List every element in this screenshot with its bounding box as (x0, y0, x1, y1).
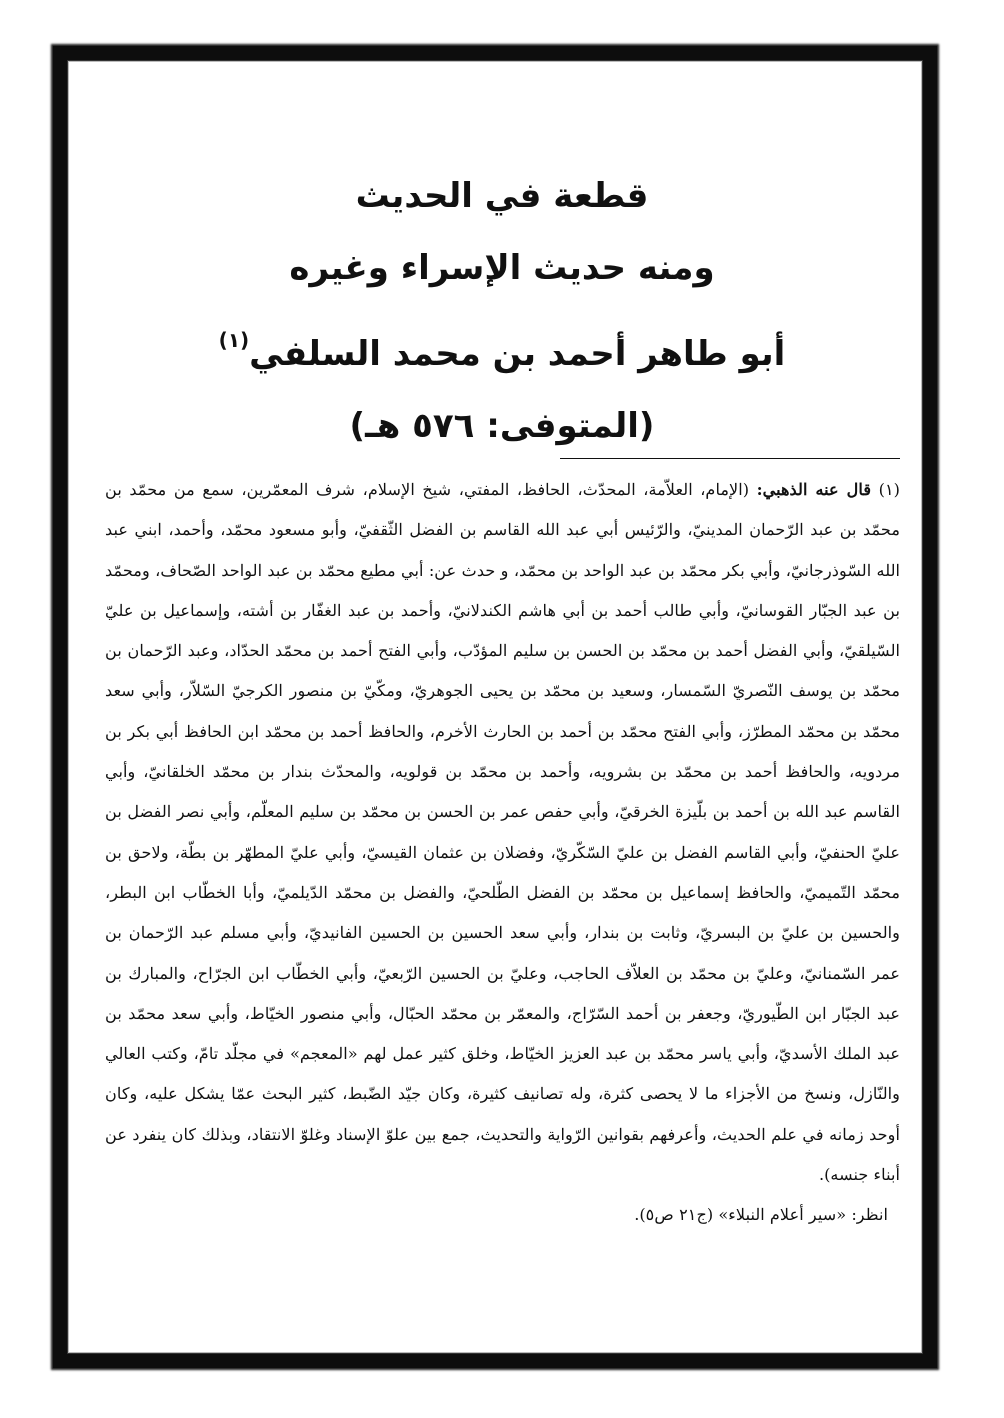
footnote-source: انظر: «سير أعلام النبلاء» (ج٢١ ص٥). (634, 1205, 888, 1225)
footnote (105, 470, 900, 1236)
author-name: أبو طاهر أحمد بن محمد السلفي (249, 334, 786, 374)
death-date-line: (المتوفى: ٥٧٦ هـ) (349, 406, 655, 446)
footnote-text: (الإمام، العلاّمة، المحدّث، الحافظ، المفتي، شيخ الإسلام، شرف المعمّرين، سمع من محمّد بن محمّد بن عبد الرّحمان المدينيّ، والرّئيس أبي عبد الله القاسم بن الفضل الثّقفيّ، وأبو مسعود محمّد، وأحمد، ابني عبد الله السّوذرجانيّ، وأبي بكر محمّد بن عبد الواحد بن محمّد، و حدث عن: أبي مطيع محمّد بن عبد الواحد الصّحاف، ومحمّد بن عبد الجبّار القوسانيّ، وأبي طالب أحمد بن أبي هاشم الكندلانيّ، وأحمد بن عبد الغفّار بن أشته، وإسماعيل بن عليّ السّيلقيّ، وأبي الفضل أحمد بن محمّد بن الحسن بن سليم المؤدّب، وأبي الفتح أحمد بن محمّد الحدّاد، وعبد الرّحمان بن محمّد بن يوسف النّصريّ السّمسار، وسعيد بن محمّد بن يحيى الجوهريّ، ومكّيّ بن منصور الكرجيّ السّلاّر، وأبي سعد محمّد بن محمّد المطرّز، وأبي الفتح محمّد بن أحمد بن الحارث الأخرم، والحافظ أحمد بن محمّد ابن الحافظ أبي بكر بن مردويه، والحافظ أحمد بن محمّد بن بشرويه، وأحمد بن محمّد بن قولويه، والمحدّث بندار بن محمّد الخلقانيّ، وأبي القاسم عبد الله بن أحمد بن بلّيزة الخرقيّ، وأبي حفص عمر بن الحسن بن محمّد بن سليم المعلّم، وأبي نصر الفضل بن عليّ الحنفيّ، وأبي القاسم الفضل بن عليّ السّكّريّ، وفضلان بن عثمان القيسيّ، وأبي عليّ المطهّر بن بطّة، ولاحق بن محمّد التّميميّ، والحافظ إسماعيل بن محمّد بن الفضل الطّلحيّ، والفضل بن محمّد الدّيلميّ، وأبا الخطّاب ابن البطر، والحسين بن عليّ بن البسريّ، وثابت بن بندار، وأبي سعد الحسين بن الحسين الفانيديّ، وأبي مسلم عبد الرّحمان بن عمر السّمنانيّ، وعليّ بن محمّد بن العلاّف الحاجب، وعليّ بن الحسين الرّبعيّ، وأبي الخطّاب ابن الجرّاح، والمبارك بن عبد الجبّار ابن الطّيوريّ، وجعفر بن أحمد السّرّاج، والمعمّر بن محمّد الحبّال، وأبي منصور الخيّاط، وأبي سعد محمّد بن عبد الملك الأسديّ، وأبي ياسر محمّد بن عبد العزيز الخيّاط، وخلق كثير عمل لهم «المعجم» في مجلّد تامّ، وكتب العالي والنّازل، ونسخ من الأجزاء ما لا يحصى كثرة، وله تصانيف كثيرة، وكان جيّد الضّبط، كثير البحث عمّا يشكل عليه، وكان أوحد زمانه في علم الحديث، وأعرفهم بقوانين الرّواية والتحديث، جمع بين علوّ الإسناد وغلوّ الانتقاد، وبذلك كان ينفرد عن أبناء جنسه). (105, 480, 900, 1185)
footnote-number: (١) (878, 480, 900, 499)
footnote-marker[interactable]: (١) (218, 328, 250, 352)
title-line-2: ومنه حديث الإسراء وغيره (289, 248, 715, 288)
footnote-lead: قال عنه الذهبي: (756, 480, 872, 499)
footnote-body (105, 470, 900, 1195)
title-line-1: قطعة في الحديث (355, 176, 649, 216)
title-block (90, 160, 914, 462)
author-line (90, 304, 914, 390)
footnote-separator (560, 458, 900, 459)
